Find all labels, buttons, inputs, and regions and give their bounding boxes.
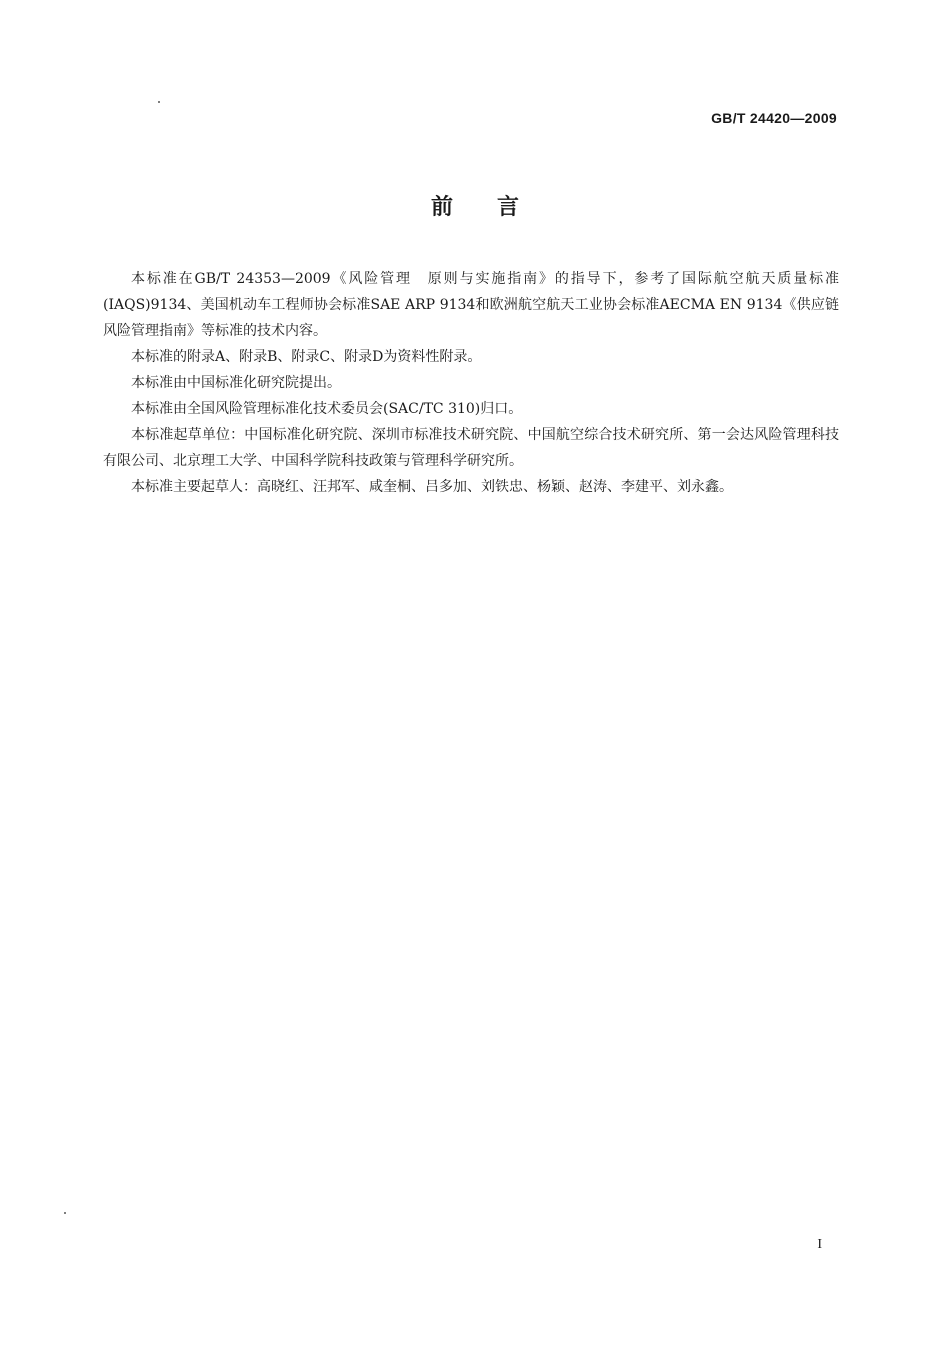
foreword-paragraph: 本标准起草单位：中国标准化研究院、深圳市标准技术研究院、中国航空综合技术研究所、第一会达风险管理科技有限公司、北京理工大学、中国科学院科技政策与管理科学研究所。 [103,427,839,469]
foreword-paragraph: 本标准由全国风险管理标准化技术委员会(SAC/TC 310)归口。 [131,401,523,417]
page-title: 前言 [430,195,563,220]
page-number: I [817,1237,822,1252]
scan-speck [158,101,160,103]
scan-speck [64,1212,66,1214]
foreword-paragraph: 本标准由中国标准化研究院提出。 [131,375,341,391]
foreword-paragraph: 本标准在GB/T 24353—2009《风险管理 原则与实施指南》的指导下，参考了国际航空航天质量标准(IAQS)9134、美国机动车工程师协会标准SAE ARP 9134和欧洲航空航天工业协会标准AECMA EN 9134《供应链风险管理指南》等标准的技术内容。 [103,271,839,339]
standard-number: GB/T 24420—2009 [711,110,837,126]
foreword-paragraph: 本标准的附录A、附录B、附录C、附录D为资料性附录。 [131,349,482,365]
foreword-body [103,266,839,500]
foreword-paragraph: 本标准主要起草人：高晓红、汪邦军、咸奎桐、吕多加、刘铁忠、杨颖、赵涛、李建平、刘永鑫。 [131,479,733,495]
